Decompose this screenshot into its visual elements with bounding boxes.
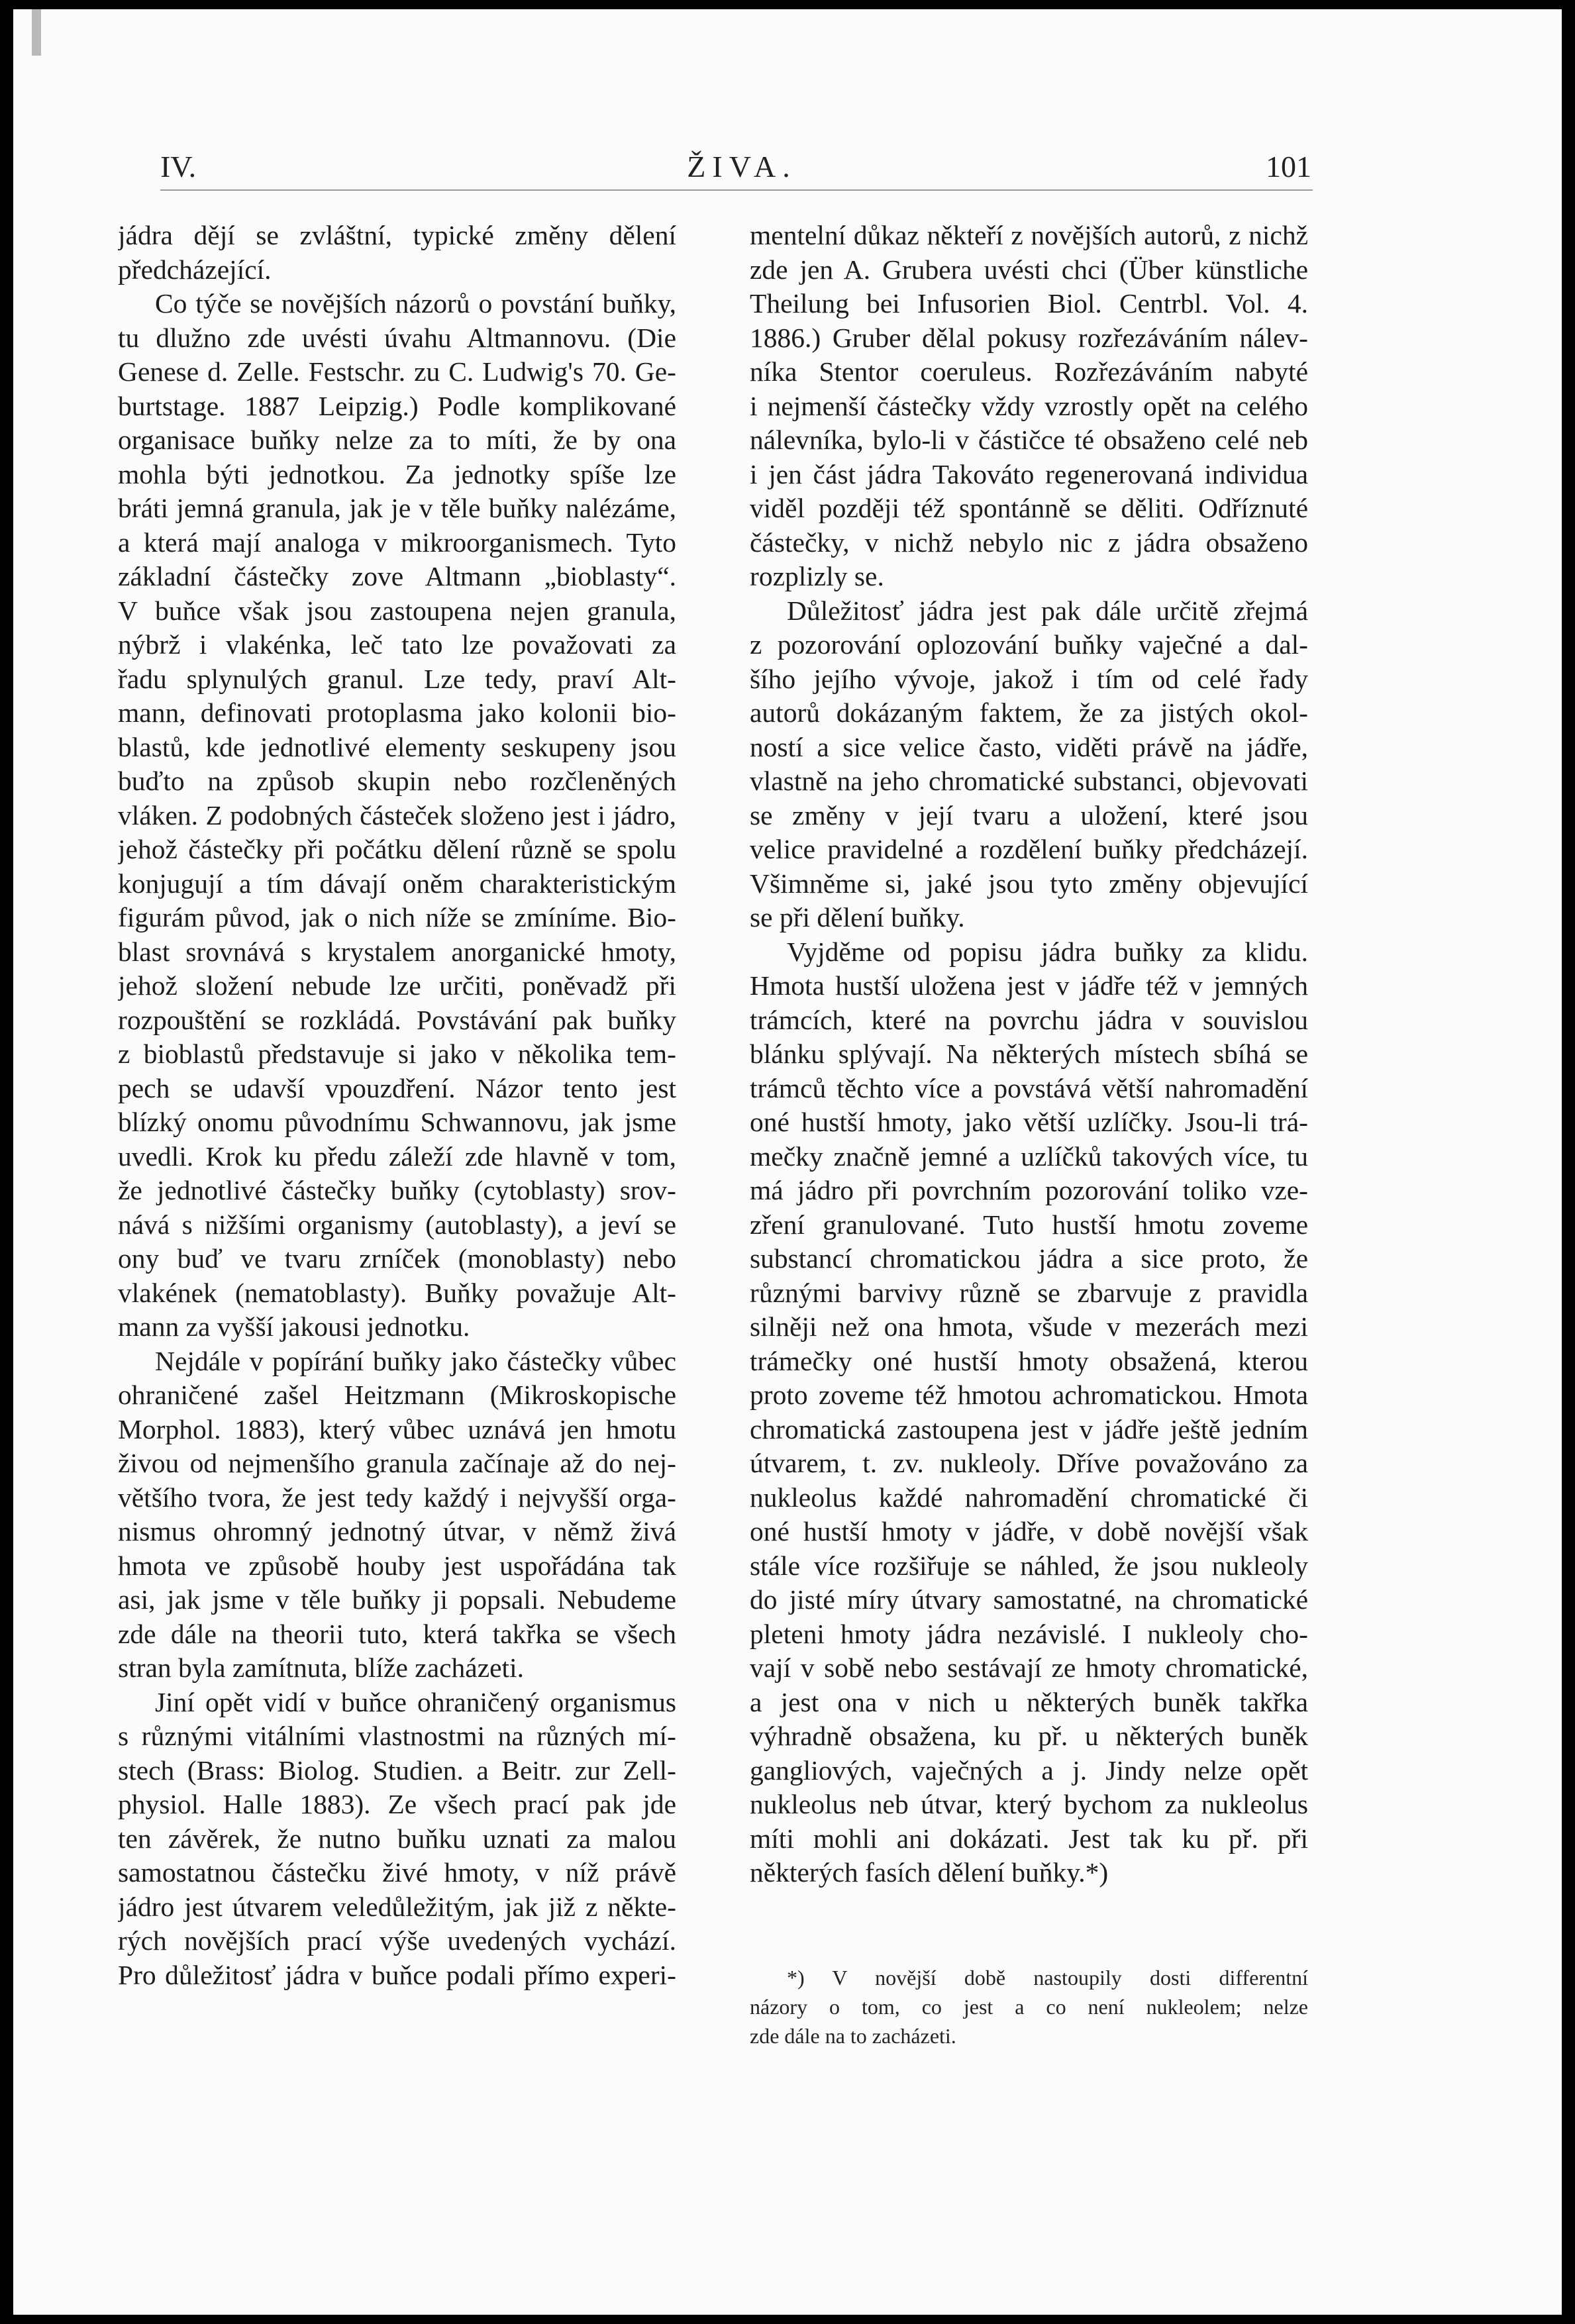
text-line: jehož částečky při počátku dělení různě se spolu xyxy=(118,834,676,864)
volume-number: IV. xyxy=(160,150,197,183)
text-line: blánku splývají. Na některých místech sbíhá se xyxy=(750,1038,1308,1069)
text-line: samostatnou částečku živé hmoty, v níž právě xyxy=(118,1857,676,1888)
text-line: většího tvora, že jest tedy každý i nejvyšší orga- xyxy=(118,1482,676,1513)
text-line: stech (Brass: Biolog. Studien. a Beitr. zur Zell- xyxy=(118,1754,676,1786)
text-line: stále více rozšiřuje se náhled, že jsou nukleoly xyxy=(750,1550,1308,1581)
text-line: V buňce však jsou zastoupena nejen granula, xyxy=(118,595,676,626)
text-line: nýbrž i vlakénka, leč tato lze považovati za xyxy=(118,629,676,660)
text-line: stran byla zamítnuta, blíže zacházeti. xyxy=(118,1652,524,1683)
text-line: pech se udavší vpouzdření. Názor tento jest xyxy=(118,1072,676,1103)
journal-title: ŽIVA. xyxy=(687,150,797,183)
text-line: některých fasích dělení buňky.*) xyxy=(750,1857,1109,1888)
text-line: burtstage. 1887 Leipzig.) Podle komplikované xyxy=(118,390,676,421)
text-line: výhradně obsažena, ku př. u některých buněk xyxy=(750,1721,1308,1751)
text-line: mentelní důkaz někteří z novějších autorů, z nichž xyxy=(750,220,1308,250)
text-line: názory o tom, co jest a co není nukleolem; nelze xyxy=(750,1995,1308,2019)
text-line: že jednotlivé částečky buňky (cytoblasty) srov- xyxy=(118,1175,676,1205)
text-line: mohla býti jednotkou. Za jednotky spíše lze xyxy=(118,458,676,489)
text-line: proto zoveme též hmotou achromatickou. Hmota xyxy=(750,1380,1308,1410)
left-column xyxy=(118,219,676,1992)
text-line: Důležitosť jádra jest pak dále určitě zřejmá xyxy=(787,595,1308,626)
text-line: jádra dějí se zvláštní, typické změny dělení xyxy=(118,220,676,250)
text-line: s různými vitálními vlastnostmi na různých mí- xyxy=(118,1721,676,1751)
text-line: ností a sice velice často, viděti právě na jádře, xyxy=(750,731,1308,762)
header-rule xyxy=(160,189,1313,191)
text-line: mann, definovati protoplasma jako kolonii bio- xyxy=(118,697,676,728)
text-line: jádro jest útvarem veledůležitým, jak již z někte- xyxy=(118,1891,676,1922)
text-line: mečky značně jemné a uzlíčků takových více, tu xyxy=(750,1140,1308,1172)
text-line: tu dlužno zde uvésti úvahu Altmannovu. (Die xyxy=(118,322,676,353)
text-line: a jest ona v nich u některých buněk takřka xyxy=(750,1686,1308,1717)
text-line: *) V novější době nastoupily dosti differentní xyxy=(787,1966,1308,1990)
text-line: rých novějších prací výše uvedených vychází. xyxy=(118,1925,676,1956)
text-line: nukleolus neb útvar, který bychom za nukleolus xyxy=(750,1789,1308,1819)
text-line: bráti jemná granula, jak je v těle buňky nalézáme, xyxy=(118,493,676,523)
text-line: Theilung bei Infusorien Biol. Centrbl. Vol. 4. xyxy=(750,288,1308,319)
text-line: pleteni hmoty jádra nezávislé. I nukleoly cho- xyxy=(750,1618,1308,1649)
text-line: a která mají analoga v mikroorganismech. Tyto xyxy=(118,527,676,558)
scanned-page xyxy=(13,9,1562,2315)
text-line: vají v sobě nebo sestávají ze hmoty chromatické, xyxy=(750,1652,1308,1683)
text-line: zde jen A. Grubera uvésti chci (Über künstliche xyxy=(750,254,1308,285)
text-line: z pozorování oplozování buňky vaječné a dal- xyxy=(750,629,1308,660)
text-line: Jiní opět vidí v buňce ohraničený organismus xyxy=(155,1686,676,1717)
text-line: substancí chromatickou jádra a sice proto, že xyxy=(750,1243,1308,1274)
text-line: 1886.) Gruber dělal pokusy rozřezáváním nálev- xyxy=(750,322,1308,353)
text-line: částečky, v nichž nebylo nic z jádra obsaženo xyxy=(750,527,1308,558)
text-line: základní částečky zove Altmann „bioblasty“. xyxy=(118,561,676,591)
text-line: vlastně na jeho chromatické substanci, objevovati xyxy=(750,766,1308,796)
text-line: buďto na způsob skupin nebo rozčleněných xyxy=(118,766,676,796)
text-line: chromatická zastoupena jest v jádře ještě jedním xyxy=(750,1413,1308,1444)
text-line: vlakének (nematoblasty). Buňky považuje Alt- xyxy=(118,1277,676,1308)
text-line: níka Stentor coeruleus. Rozřezáváním nabyté xyxy=(750,356,1308,387)
text-line: blast srovnává s krystalem anorganické hmoty, xyxy=(118,936,676,967)
text-line: se změny v její tvaru a uložení, které jsou xyxy=(750,799,1308,831)
text-line: blastů, kde jednotlivé elementy seskupeny jsou xyxy=(118,731,676,762)
text-line: blízký onomu původnímu Schwannovu, jak jsme xyxy=(118,1107,676,1137)
text-line: živou od nejmenšího granula začínaje až do nej- xyxy=(118,1448,676,1478)
text-line: asi, jak jsme v těle buňky ji popsali. Nebudeme xyxy=(118,1584,676,1615)
text-line: autorů dokázaným faktem, že za jistých okol- xyxy=(750,697,1308,728)
text-line: ony buď ve tvaru zrníček (monoblasty) nebo xyxy=(118,1243,676,1274)
text-line: předcházející. xyxy=(118,254,272,285)
scan-artifact xyxy=(32,9,41,56)
text-line: i jen část jádra Takováto regenerovaná individua xyxy=(750,458,1308,489)
right-column xyxy=(750,219,1308,1890)
text-line: Co týče se novějších názorů o povstání buňky, xyxy=(155,288,676,319)
text-line: trámcích, které na povrchu jádra v souvislou xyxy=(750,1004,1308,1035)
footnote xyxy=(750,1963,1308,2050)
text-line: rozpouštění se rozkládá. Povstávání pak buňky xyxy=(118,1004,676,1035)
text-line: oné hustší hmoty v jádře, v době novější však xyxy=(750,1516,1308,1546)
text-line: ohraničené zašel Heitzmann (Mikroskopische xyxy=(118,1380,676,1410)
text-line: figurám původ, jak o nich níže se zmíníme. Bio- xyxy=(118,902,676,933)
text-line: hmota ve způsobě houby jest uspořádána tak xyxy=(118,1550,676,1581)
text-line: nálevníka, bylo-li v částičce té obsaženo celé neb xyxy=(750,425,1308,455)
text-line: z bioblastů představuje si jako v několika tem- xyxy=(118,1038,676,1069)
text-line: se při dělení buňky. xyxy=(750,902,965,933)
text-line: gangliových, vaječných a j. Jindy nelze opět xyxy=(750,1754,1308,1786)
text-line: nává s nižšími organismy (autoblasty), a jeví se xyxy=(118,1209,676,1240)
page-number: 101 xyxy=(1266,150,1311,183)
text-line: viděl později též spontánně se děliti. Odříznuté xyxy=(750,493,1308,523)
text-line: uvedli. Krok ku předu záleží zde hlavně v tom, xyxy=(118,1140,676,1172)
text-line: i nejmenší částečky vždy vzrostly opět na celého xyxy=(750,390,1308,421)
text-line: Morphol. 1883), který vůbec uznává jen hmotu xyxy=(118,1413,676,1444)
text-line: do jisté míry útvary samostatné, na chromatické xyxy=(750,1584,1308,1615)
text-line: nismus ohromný jednotný útvar, v němž živá xyxy=(118,1516,676,1546)
text-line: konjugují a tím dávají oněm charakteristickým xyxy=(118,868,676,899)
text-line: Nejdále v popírání buňky jako částečky vůbec xyxy=(155,1345,676,1376)
text-line: jehož složení nebude lze určiti, poněvadž při xyxy=(118,970,676,1001)
text-line: mann za vyšší jakousi jednotku. xyxy=(118,1311,470,1342)
text-line: zde dále na to zacházeti. xyxy=(750,2024,956,2048)
text-line: útvarem, t. zv. nukleoly. Dříve považováno za xyxy=(750,1448,1308,1478)
text-line: organisace buňky nelze za to míti, že by ona xyxy=(118,425,676,455)
text-line: oné hustší hmoty, jako větší uzlíčky. Jsou-li trá- xyxy=(750,1107,1308,1137)
text-line: ten závěrek, že nutno buňku uznati za malou xyxy=(118,1823,676,1854)
text-line: velice pravidelné a rozdělení buňky předcházejí. xyxy=(750,834,1308,864)
text-line: zde dále na theorii tuto, která takřka se všech xyxy=(118,1618,676,1649)
text-line: vláken. Z podobných částeček složeno jest i jádro, xyxy=(118,799,676,831)
text-line: trámců těchto více a povstává větší nahromadění xyxy=(750,1072,1308,1103)
text-line: míti mohli ani dokázati. Jest tak ku př. při xyxy=(750,1823,1308,1854)
text-line: rozplizly se. xyxy=(750,561,884,591)
text-line: řadu splynulých granul. Lze tedy, praví Alt- xyxy=(118,663,676,694)
text-line: šího jejího vývoje, jakož i tím od celé řady xyxy=(750,663,1308,694)
text-line: Hmota hustší uložena jest v jádře též v jemných xyxy=(750,970,1308,1001)
text-line: Pro důležitosť jádra v buňce podali přímo experi- xyxy=(118,1959,676,1990)
text-line: různými barvivy různě se zbarvuje z pravidla xyxy=(750,1277,1308,1308)
text-line: má jádro při povrchním pozorování toliko vze- xyxy=(750,1175,1308,1205)
text-line: Genese d. Zelle. Festschr. zu C. Ludwig's 70. Ge- xyxy=(118,356,676,387)
text-line: trámečky oné hustší hmoty obsažená, kterou xyxy=(750,1345,1308,1376)
text-line: Všimněme si, jaké jsou tyto změny objevující xyxy=(750,868,1308,899)
text-line: physiol. Halle 1883). Ze všech prací pak jde xyxy=(118,1789,676,1819)
text-line: zření granulované. Tuto hustší hmotu zoveme xyxy=(750,1209,1308,1240)
text-line: silněji než ona hmota, všude v mezerách mezi xyxy=(750,1311,1308,1342)
text-line: nukleolus každé nahromadění chromatické či xyxy=(750,1482,1308,1513)
text-line: Vyjděme od popisu jádra buňky za klidu. xyxy=(787,936,1308,967)
